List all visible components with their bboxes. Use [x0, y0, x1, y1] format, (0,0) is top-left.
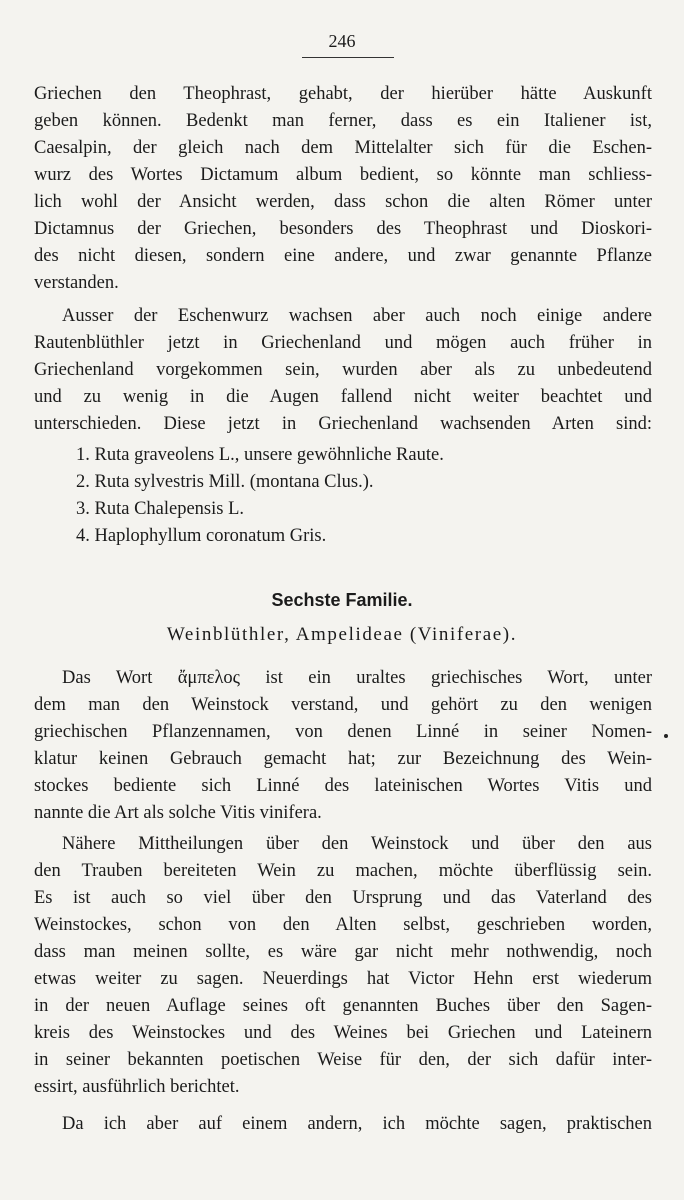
text-line: stockes bediente sich Linné des lateinischen Wortes Vitis und	[34, 776, 652, 796]
text-line: den Trauben bereiteten Wein zu machen, möchte überflüssig sein.	[34, 861, 652, 881]
text-line: Es ist auch so viel über den Ursprung und das Vaterland des	[34, 888, 652, 908]
text-line: Weinstockes, schon von den Alten selbst, geschrieben worden,	[34, 915, 652, 935]
text-line: lich wohl der Ansicht werden, dass schon die alten Römer unter	[34, 192, 652, 212]
text-line: Caesalpin, der gleich nach dem Mittelalter sich für die Eschen-	[34, 138, 652, 158]
text-line: Griechen den Theophrast, gehabt, der hierüber hätte Auskunft	[34, 84, 652, 104]
text-line: wurz des Wortes Dictamum album bedient, so könnte man schliess-	[34, 165, 652, 185]
list-item: 1. Ruta graveolens L., unsere gewöhnliche Raute.	[76, 445, 444, 465]
species-list	[76, 442, 636, 550]
text-line: Rautenblüthler jetzt in Griechenland und mögen auch früher in	[34, 333, 652, 353]
text-line: Das Wort ἄμπελος ist ein uraltes griechisches Wort, unter	[62, 668, 652, 688]
text-line: in seiner bekannten poetischen Weise für den, der sich dafür inter-	[34, 1050, 652, 1070]
paragraph-5	[34, 1111, 652, 1138]
text-line: Griechenland vorgekommen sein, wurden aber als zu unbedeutend	[34, 360, 652, 380]
list-item: 3. Ruta Chalepensis L.	[76, 499, 245, 519]
text-line: in der neuen Auflage seines oft genannten Buches über den Sagen-	[34, 996, 652, 1016]
page-number-rule	[302, 57, 394, 58]
text-line: unterschieden. Diese jetzt in Griechenland wachsenden Arten sind:	[34, 414, 652, 434]
margin-dot	[664, 734, 668, 738]
paragraph-4	[34, 831, 652, 1101]
paragraph-3	[34, 665, 652, 827]
text-line: essirt, ausführlich berichtet.	[34, 1077, 240, 1097]
page-number: 246	[328, 31, 356, 51]
text-line: des nicht diesen, sondern eine andere, und zwar genannte Pflanze	[34, 246, 652, 266]
text-line: Dictamnus der Griechen, besonders des Theophrast und Dioskori-	[34, 219, 652, 239]
list-item: 4. Haplophyllum coronatum Gris.	[76, 526, 327, 546]
paragraph-2	[34, 303, 652, 438]
text-line: kreis des Weinstockes und des Weines bei Griechen und Lateinern	[34, 1023, 652, 1043]
text-line: nannte die Art als solche Vitis vinifera.	[34, 803, 322, 823]
text-line: griechischen Pflanzennamen, von denen Linné in seiner Nomen-	[34, 722, 652, 742]
text-line: klatur keinen Gebrauch gemacht hat; zur Bezeichnung des Wein-	[34, 749, 652, 769]
section-subheading: Weinblüthler, Ampelideae (Viniferae).	[166, 624, 518, 645]
text-line: Nähere Mittheilungen über den Weinstock und über den aus	[62, 834, 652, 854]
text-line: Ausser der Eschenwurz wachsen aber auch noch einige andere	[62, 306, 652, 326]
text-line: Da ich aber auf einem andern, ich möchte sagen, praktischen	[62, 1114, 652, 1134]
text-line: geben können. Bedenkt man ferner, dass es ein Italiener ist,	[34, 111, 652, 131]
text-line: verstanden.	[34, 273, 119, 293]
text-line: etwas weiter zu sagen. Neuerdings hat Victor Hehn erst wiederum	[34, 969, 652, 989]
text-line: und zu wenig in die Augen fallend nicht weiter beachtet und	[34, 387, 652, 407]
paragraph-1	[34, 81, 652, 297]
section-heading: Sechste Familie.	[271, 590, 413, 610]
text-line: dem man den Weinstock verstand, und gehört zu den wenigen	[34, 695, 652, 715]
list-item: 2. Ruta sylvestris Mill. (montana Clus.).	[76, 472, 374, 492]
text-line: dass man meinen sollte, es wäre gar nicht mehr nothwendig, noch	[34, 942, 652, 962]
